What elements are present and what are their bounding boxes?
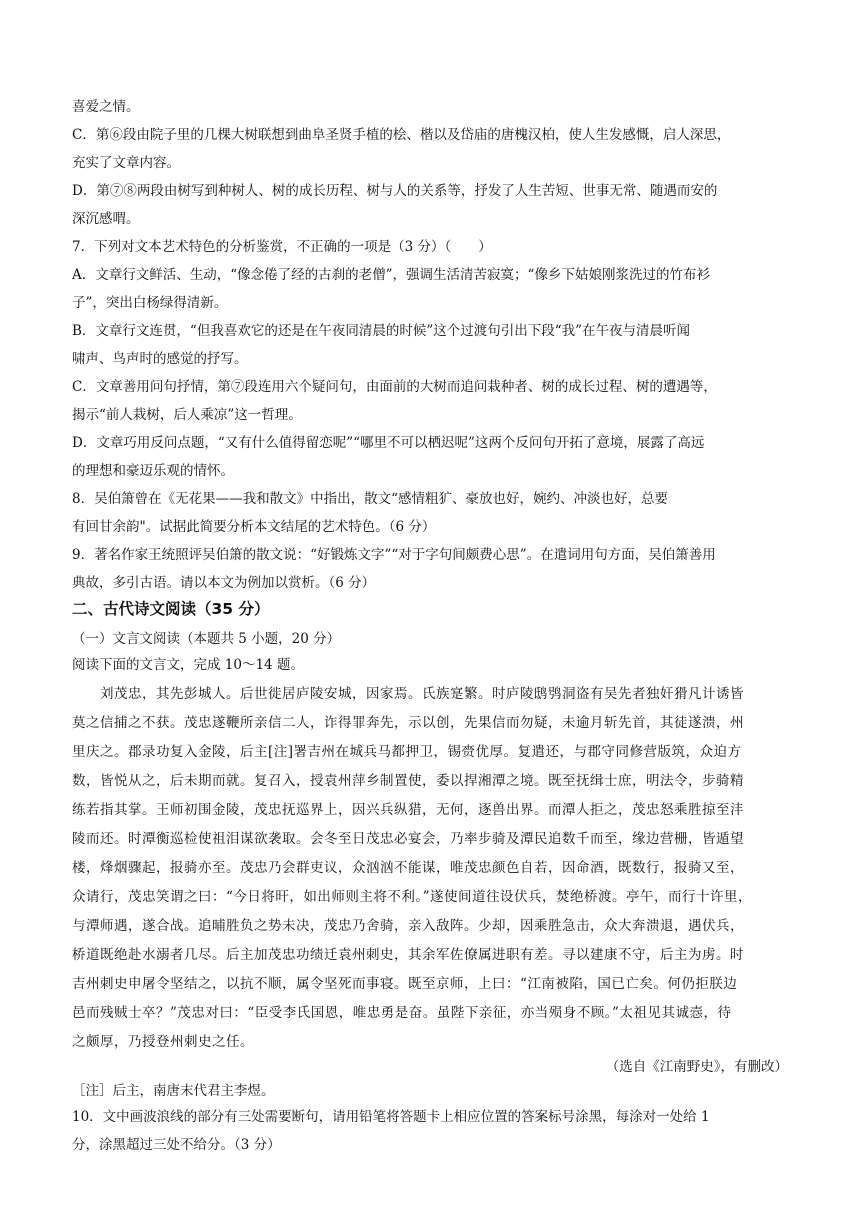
text-line: 子”，突出白杨绿得清新。	[72, 295, 228, 311]
question-line: 分，涂黑超过三处不给分。（3 分）	[72, 1137, 281, 1153]
section-title: 二、古代诗文阅读（35 分）	[72, 600, 270, 618]
text-line: 充实了文章内容。	[72, 155, 180, 171]
text-line: 7．下列对文本艺术特色的分析鉴赏，不正确的一项是（3 分）（ ）	[72, 239, 492, 255]
text-line: C．第⑥段由院子里的几棵大树联想到曲阜圣贤手植的桧、楷以及岱庙的唐槐汉柏，使人生发感慨，启人深思，	[72, 127, 731, 143]
text-line: 深沉感喟。	[72, 211, 140, 227]
text-line: 9．著名作家王统照评吴伯箫的散文说：“好锻炼文字”“对于字句间颇费心思”。在遣词用句方面，吴伯箫善用	[72, 547, 716, 563]
text-line: C．文章善用问句抒情，第⑦段连用六个疑问句，由面前的大树而追问栽种者、树的成长过程、树的遭遇等，	[72, 379, 717, 395]
passage-line: 练若指其掌。王师初围金陵，茂忠抚巡界上，因兴兵纵猎，无何，逐兽出界。而潭人拒之，茂忠怒乘胜掠至沣	[72, 802, 744, 818]
text-line: 典故，多引古语。请以本文为例加以赏析。（6 分）	[72, 575, 376, 591]
text-line: 揭示“前人栽树，后人乘凉”这一哲理。	[72, 407, 302, 423]
text-line: D．文章巧用反问点题，“又有什么值得留恋呢”“哪里不可以栖迟呢”这两个反问句开拓了意境，展露了高远	[72, 435, 705, 451]
passage-line: 里庆之。郡录功复入金陵，后主[注]署吉州在城兵马都押卫，锡赍优厚。复遣还，与郡守同修营版筑，众迫方	[72, 744, 742, 760]
passage-note: ［注］后主，南唐末代君主李煜。	[72, 1083, 275, 1099]
text-line: A．文章行文鲜活、生动，“像念倦了经的古刹的老僧”，强调生活清苦寂寞；“像乡下姑娘刚浆洗过的竹布衫	[72, 267, 710, 283]
passage-line: 众请行，茂忠笑谓之曰：“今日将旰，如出师则主将不利。”遂使间道往设伏兵，焚绝桥渡。亭午，而行十许里，	[72, 889, 753, 905]
passage-line: 之颇厚，乃授登州刺史之任。	[72, 1034, 254, 1050]
passage-line: 桥道既绝赴水溺者几尽。后主加茂忠功绩迁袁州刺史，其余军佐僚属进职有差。寻以建康不守，后主为虏。时	[72, 947, 744, 963]
text-line: 有回甘余韵"。试据此简要分析本文结尾的艺术特色。（6 分）	[72, 519, 436, 535]
text-line: 阅读下面的文言文，完成 10～14 题。	[72, 657, 304, 673]
text-line: D．第⑦⑧两段由树写到种树人、树的成长历程、树与人的关系等，抒发了人生苦短、世事无常、随遇而安的	[72, 183, 718, 199]
passage-line: 莫之信捕之不获。茂忠遂鞭所亲信二人，诈得罪奔先，示以创，先果信而勿疑，未逾月斩先首，其徒遂溃，州	[72, 715, 744, 731]
question-line: 10．文中画波浪线的部分有三处需要断句，请用铅笔将答题卡上相应位置的答案标号涂黑，每涂对一处给 1	[72, 1109, 710, 1125]
passage-source: （选自《江南野史》，有删改）	[605, 1059, 788, 1075]
passage-line: 楼，烽烟骤起，报骑亦至。茂忠乃会群吏议，众汹汹不能谋，唯茂忠颜色自若，因命酒，既数行，报骑又至，	[72, 860, 744, 876]
text-line: 喜爱之情。	[72, 99, 140, 115]
text-line: 8．吴伯箫曾在《无花果——我和散文》中指出，散文“感情粗犷、豪放也好，婉约、冲淡也好，总要	[72, 491, 668, 507]
passage-line: 陵而还。时潭衡巡检使祖泪谋欲袭取。会冬至日茂忠必宴会，乃率步骑及潭民追数千而至，缘边营栅，皆遁望	[72, 831, 744, 847]
text-line: 啸声、鸟声时的感觉的抒写。	[72, 351, 248, 367]
passage-line: 数，皆悦从之，后未期而就。复召入，授袁州萍乡制置使，委以捍湘潭之境。既至抚缉士庶，明法令，步骑精	[72, 773, 744, 789]
passage-line: 刘茂忠，其先彭城人。后世徙居庐陵安城，因家焉。氏族寔繁。时庐陵鸱鸮洞盗有吴先者独奸猾凡计诱皆	[72, 686, 744, 702]
text-line: （一）文言文阅读（本题共 5 小题，20 分）	[72, 631, 341, 647]
text-line: 的理想和豪迈乐观的情怀。	[72, 463, 234, 479]
passage-line: 吉州刺史申屠令坚结之，以抗不顺，属令坚死而事寝。既至京师，上曰：“江南被陷，国已亡矣。何仍拒朕边	[72, 976, 738, 992]
passage-line: 与潭师遇，遂合战。追晡胜负之势未决，茂忠乃舍骑，亲入敌阵。少却，因乘胜急击，众大奔溃退，遇伏兵，	[72, 918, 744, 934]
passage-line: 邑而残贼士卒？”茂忠对曰：“臣受李氏国恩，唯忠勇是奋。虽陛下亲征，亦当殒身不顾。”太祖见其诚悫，待	[72, 1005, 732, 1021]
text-line: B．文章行文连贯，“但我喜欢它的还是在午夜同清晨的时候”这个过渡句引出下段“我”在午夜与清晨听闻	[72, 323, 691, 339]
